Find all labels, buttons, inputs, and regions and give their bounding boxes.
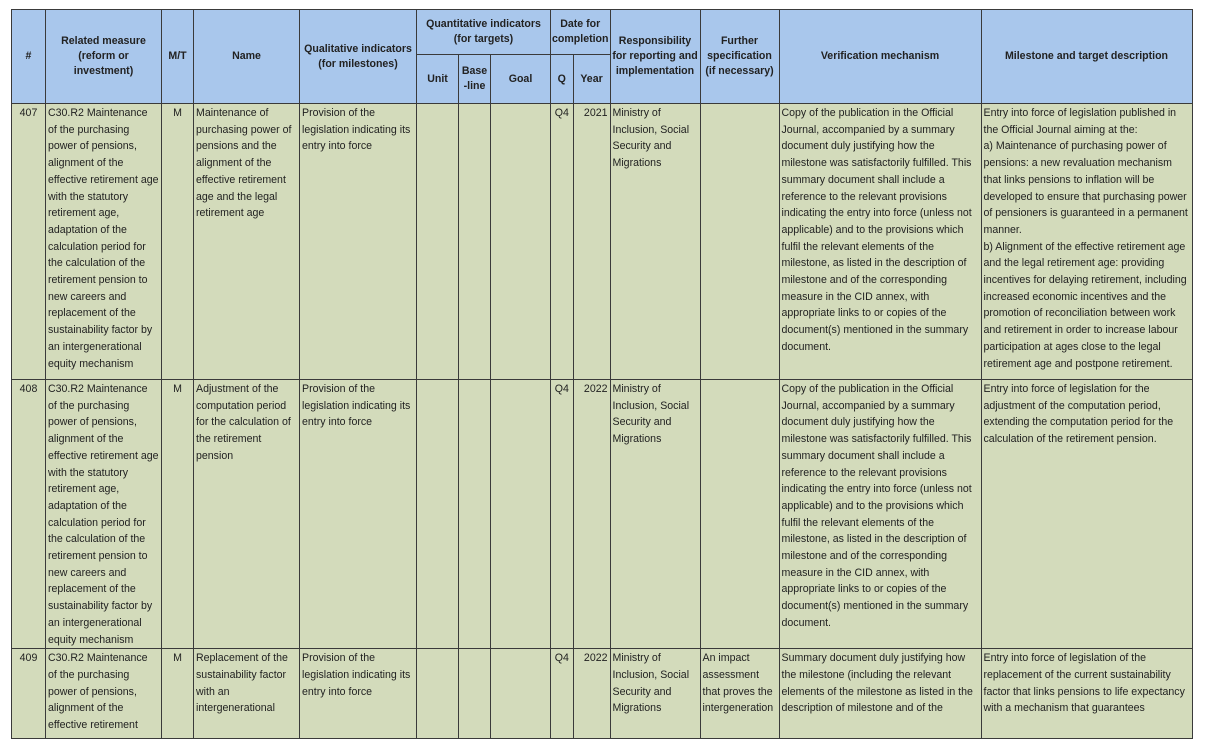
cell-mt: M <box>162 649 194 739</box>
cell-related-measure: C30.R2 Maintenance of the purchasing power of pensions, alignment of the effective retirement age with the statutory retirement age, adaptation of the calculation period for the calculation of the retirement pension to new careers and replacement of the sustainability factor by an intergenerational equity mechanism <box>46 380 162 649</box>
cell-qualitative: Provision of the legislation indicating its entry into force <box>300 104 417 380</box>
cell-verification: Copy of the publication in the Official Journal, accompanied by a summary document duly justifying how the milestone was satisfactorily fulfilled. This summary document shall include a reference to the relevant provisions indicating the entry into force (unless not applicable) and to the provisions which fulfil the relevant elements of the milestone, as listed in the description of milestone and of the corresponding measure in the CID annex, with appropriate links to or copies of the document(s) mentioned in the summary document. <box>779 104 981 380</box>
table-row <box>12 649 1193 739</box>
cell-year: 2022 <box>573 649 610 739</box>
header-mt: M/T <box>162 10 194 104</box>
cell-qualitative: Provision of the legislation indicating its entry into force <box>300 380 417 649</box>
cell-goal <box>491 380 551 649</box>
cell-quarter: Q4 <box>551 380 574 649</box>
cell-goal <box>491 649 551 739</box>
cell-name: Maintenance of purchasing power of pensions and the alignment of the effective retirement age and the legal retirement age <box>194 104 300 380</box>
cell-description: Entry into force of legislation for the adjustment of the computation period, extending the computation period for the calculation of the retirement pension. <box>981 380 1192 649</box>
cell-unit <box>417 649 459 739</box>
cell-num: 408 <box>12 380 46 649</box>
header-year: Year <box>573 55 610 104</box>
header-name: Name <box>194 10 300 104</box>
cell-unit <box>417 380 459 649</box>
header-quarter: Q <box>551 55 574 104</box>
header-milestone-description: Milestone and target description <box>981 10 1192 104</box>
cell-description: Entry into force of legislation published in the Official Journal aiming at the: a) Maintenance of purchasing power of pensions: a new revaluation mechanism that links pensions to inflation will be developed to ensure that purchasing power of pensioners is guaranteed in a permanent manner. b) Alignment of the effective retirement age and the legal retirement age: providing incentives for delaying retirement, including increased economic incentives and the promotion of reconciliation between work and retirement in order to increase labour participation at ages close to the legal retirement age and postpone retirement. <box>981 104 1192 380</box>
cell-name: Replacement of the sustainability factor with an intergenerational <box>194 649 300 739</box>
cell-qualitative: Provision of the legislation indicating its entry into force <box>300 649 417 739</box>
header-goal: Goal <box>491 55 551 104</box>
cell-baseline <box>459 380 491 649</box>
cell-baseline <box>459 649 491 739</box>
header-unit: Unit <box>417 55 459 104</box>
cell-goal <box>491 104 551 380</box>
header-quantitative-indicators: Quantitative indicators (for targets) <box>417 10 551 55</box>
cell-further-specification: An impact assessment that proves the intergeneration <box>700 649 779 739</box>
table-row <box>12 380 1193 649</box>
cell-baseline <box>459 104 491 380</box>
header-num: # <box>12 10 46 104</box>
header-verification-mechanism: Verification mechanism <box>779 10 981 104</box>
cell-description: Entry into force of legislation of the replacement of the current sustainability factor that links pensions to life expectancy with a mechanism that guarantees <box>981 649 1192 739</box>
cell-num: 407 <box>12 104 46 380</box>
document-page <box>11 9 1193 739</box>
header-responsibility: Responsibility for reporting and implementation <box>610 10 700 104</box>
milestones-table <box>11 9 1193 739</box>
cell-name: Adjustment of the computation period for the calculation of the retirement pension <box>194 380 300 649</box>
cell-related-measure: C30.R2 Maintenance of the purchasing power of pensions, alignment of the effective retirement <box>46 649 162 739</box>
cell-quarter: Q4 <box>551 104 574 380</box>
cell-further-specification <box>700 380 779 649</box>
header-further-specification: Further specification (if necessary) <box>700 10 779 104</box>
cell-further-specification <box>700 104 779 380</box>
cell-num: 409 <box>12 649 46 739</box>
cell-year: 2022 <box>573 380 610 649</box>
cell-quarter: Q4 <box>551 649 574 739</box>
cell-related-measure: C30.R2 Maintenance of the purchasing power of pensions, alignment of the effective retirement age with the statutory retirement age, adaptation of the calculation period for the calculation of the retirement pension to new careers and replacement of the sustainability factor by an intergenerational equity mechanism <box>46 104 162 380</box>
cell-verification: Copy of the publication in the Official Journal, accompanied by a summary document duly justifying how the milestone was satisfactorily fulfilled. This summary document shall include a reference to the relevant provisions indicating the entry into force (unless not applicable) and to the provisions which fulfil the relevant elements of the milestone, as listed in the description of milestone and of the corresponding measure in the CID annex, with appropriate links to or copies of the document(s) mentioned in the summary document. <box>779 380 981 649</box>
cell-year: 2021 <box>573 104 610 380</box>
cell-responsibility: Ministry of Inclusion, Social Security and Migrations <box>610 104 700 380</box>
header-qualitative-indicators: Qualitative indicators (for milestones) <box>300 10 417 104</box>
cell-verification: Summary document duly justifying how the milestone (including the relevant elements of the milestone as listed in the description of milestone and of the <box>779 649 981 739</box>
table-row <box>12 104 1193 380</box>
cell-mt: M <box>162 380 194 649</box>
cell-responsibility: Ministry of Inclusion, Social Security and Migrations <box>610 649 700 739</box>
cell-unit <box>417 104 459 380</box>
header-baseline: Base -line <box>459 55 491 104</box>
cell-mt: M <box>162 104 194 380</box>
header-related-measure: Related measure (reform or investment) <box>46 10 162 104</box>
cell-responsibility: Ministry of Inclusion, Social Security and Migrations <box>610 380 700 649</box>
header-date-for-completion: Date for completion <box>551 10 611 55</box>
